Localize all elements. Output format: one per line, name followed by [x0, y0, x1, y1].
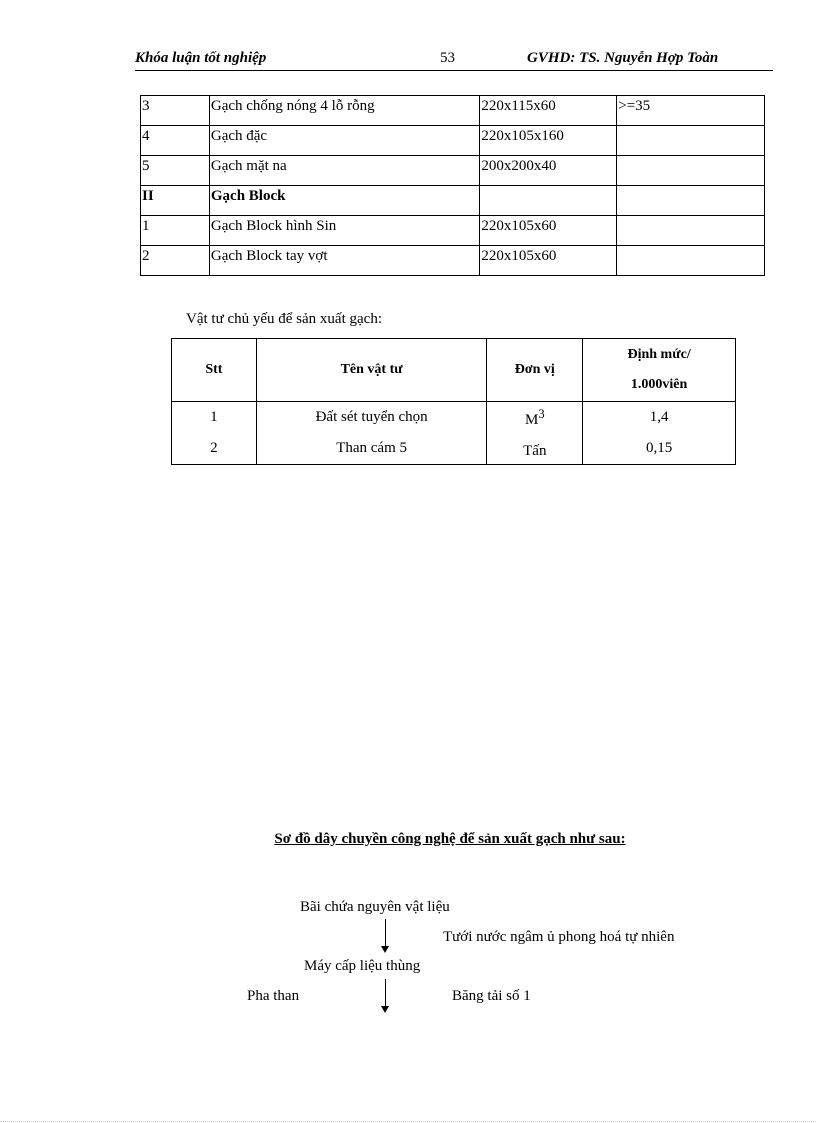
product-cell-name: Gạch chống nóng 4 lỗ rỗng: [209, 96, 479, 126]
product-cell-no: II: [141, 186, 210, 216]
material-cell-stt: 2: [172, 433, 257, 465]
product-cell-note: [617, 186, 765, 216]
flow-node-feeder: Máy cấp liệu thùng: [304, 958, 421, 974]
materials-caption: Vật tư chủ yếu để sản xuất gạch:: [186, 311, 382, 327]
table-row: [141, 96, 765, 126]
product-cell-no: 3: [141, 96, 210, 126]
product-cell-size: 220x105x60: [480, 216, 617, 246]
product-cell-name: Gạch Block: [209, 186, 479, 216]
products-table: [140, 95, 765, 276]
header-norm-line2: 1.000viên: [630, 377, 688, 392]
table-row: [172, 433, 736, 465]
header-norm-line1: Định mức/: [627, 347, 691, 362]
product-cell-size: 220x105x160: [480, 126, 617, 156]
table-row: [141, 246, 765, 276]
table-row: [141, 156, 765, 186]
product-cell-size: [480, 186, 617, 216]
unit-base: Tấn: [523, 442, 547, 459]
unit-base: M: [524, 411, 539, 428]
arrow-down-icon: [381, 946, 389, 953]
product-cell-size: 220x115x60: [480, 96, 617, 126]
product-cell-size: 200x200x40: [480, 156, 617, 186]
page-number: 53: [440, 50, 455, 66]
table-row: [141, 126, 765, 156]
flow-arrow-2: [385, 979, 386, 1007]
flow-arrow-1: [385, 919, 386, 947]
flowchart-title: Sơ đồ dây chuyền công nghệ để sản xuất gạch như sau:: [274, 831, 626, 847]
table-row: [172, 402, 736, 434]
product-cell-note: [617, 126, 765, 156]
material-cell-name: Than cám 5: [256, 433, 487, 465]
table-row: [141, 216, 765, 246]
flow-left-coal: Pha than: [247, 988, 300, 1004]
header-norm: [583, 339, 736, 402]
material-cell-stt: 1: [172, 402, 257, 434]
product-cell-note: [617, 246, 765, 276]
page-bottom-divider: [0, 1121, 816, 1122]
product-cell-name: Gạch Block hình Sin: [209, 216, 479, 246]
product-cell-no: 4: [141, 126, 210, 156]
header-thesis-title: Khóa luận tốt nghiệp: [135, 50, 267, 66]
arrow-down-icon: [381, 1006, 389, 1013]
product-cell-note: >=35: [617, 96, 765, 126]
unit-superscript: 3: [538, 406, 545, 421]
flow-note-conveyor: Băng tải số 1: [452, 988, 531, 1004]
product-cell-no: 2: [141, 246, 210, 276]
page-header: [135, 48, 773, 71]
header-stt: Stt: [172, 339, 257, 402]
product-cell-name: Gạch mặt na: [209, 156, 479, 186]
flow-node-storage: Bãi chứa nguyên vật liệu: [300, 899, 450, 915]
materials-table: [171, 338, 736, 465]
material-cell-name: Đất sét tuyển chọn: [256, 402, 487, 434]
product-cell-note: [617, 156, 765, 186]
product-cell-no: 1: [141, 216, 210, 246]
material-cell-norm: 0,15: [583, 433, 736, 465]
product-cell-no: 5: [141, 156, 210, 186]
material-cell-unit: [487, 433, 583, 465]
header-name: Tên vật tư: [256, 339, 487, 402]
material-cell-norm: 1,4: [583, 402, 736, 434]
product-cell-name: Gạch đặc: [209, 126, 479, 156]
material-cell-unit: [487, 402, 583, 434]
header-unit: Đơn vị: [487, 339, 583, 402]
product-cell-note: [617, 216, 765, 246]
product-cell-name: Gạch Block tay vợt: [209, 246, 479, 276]
flow-note-soaking: Tưới nước ngâm ủ phong hoá tự nhiên: [443, 929, 675, 945]
header-supervisor: GVHD: TS. Nguyễn Hợp Toàn: [527, 50, 719, 66]
product-cell-size: 220x105x60: [480, 246, 617, 276]
table-row: [141, 186, 765, 216]
